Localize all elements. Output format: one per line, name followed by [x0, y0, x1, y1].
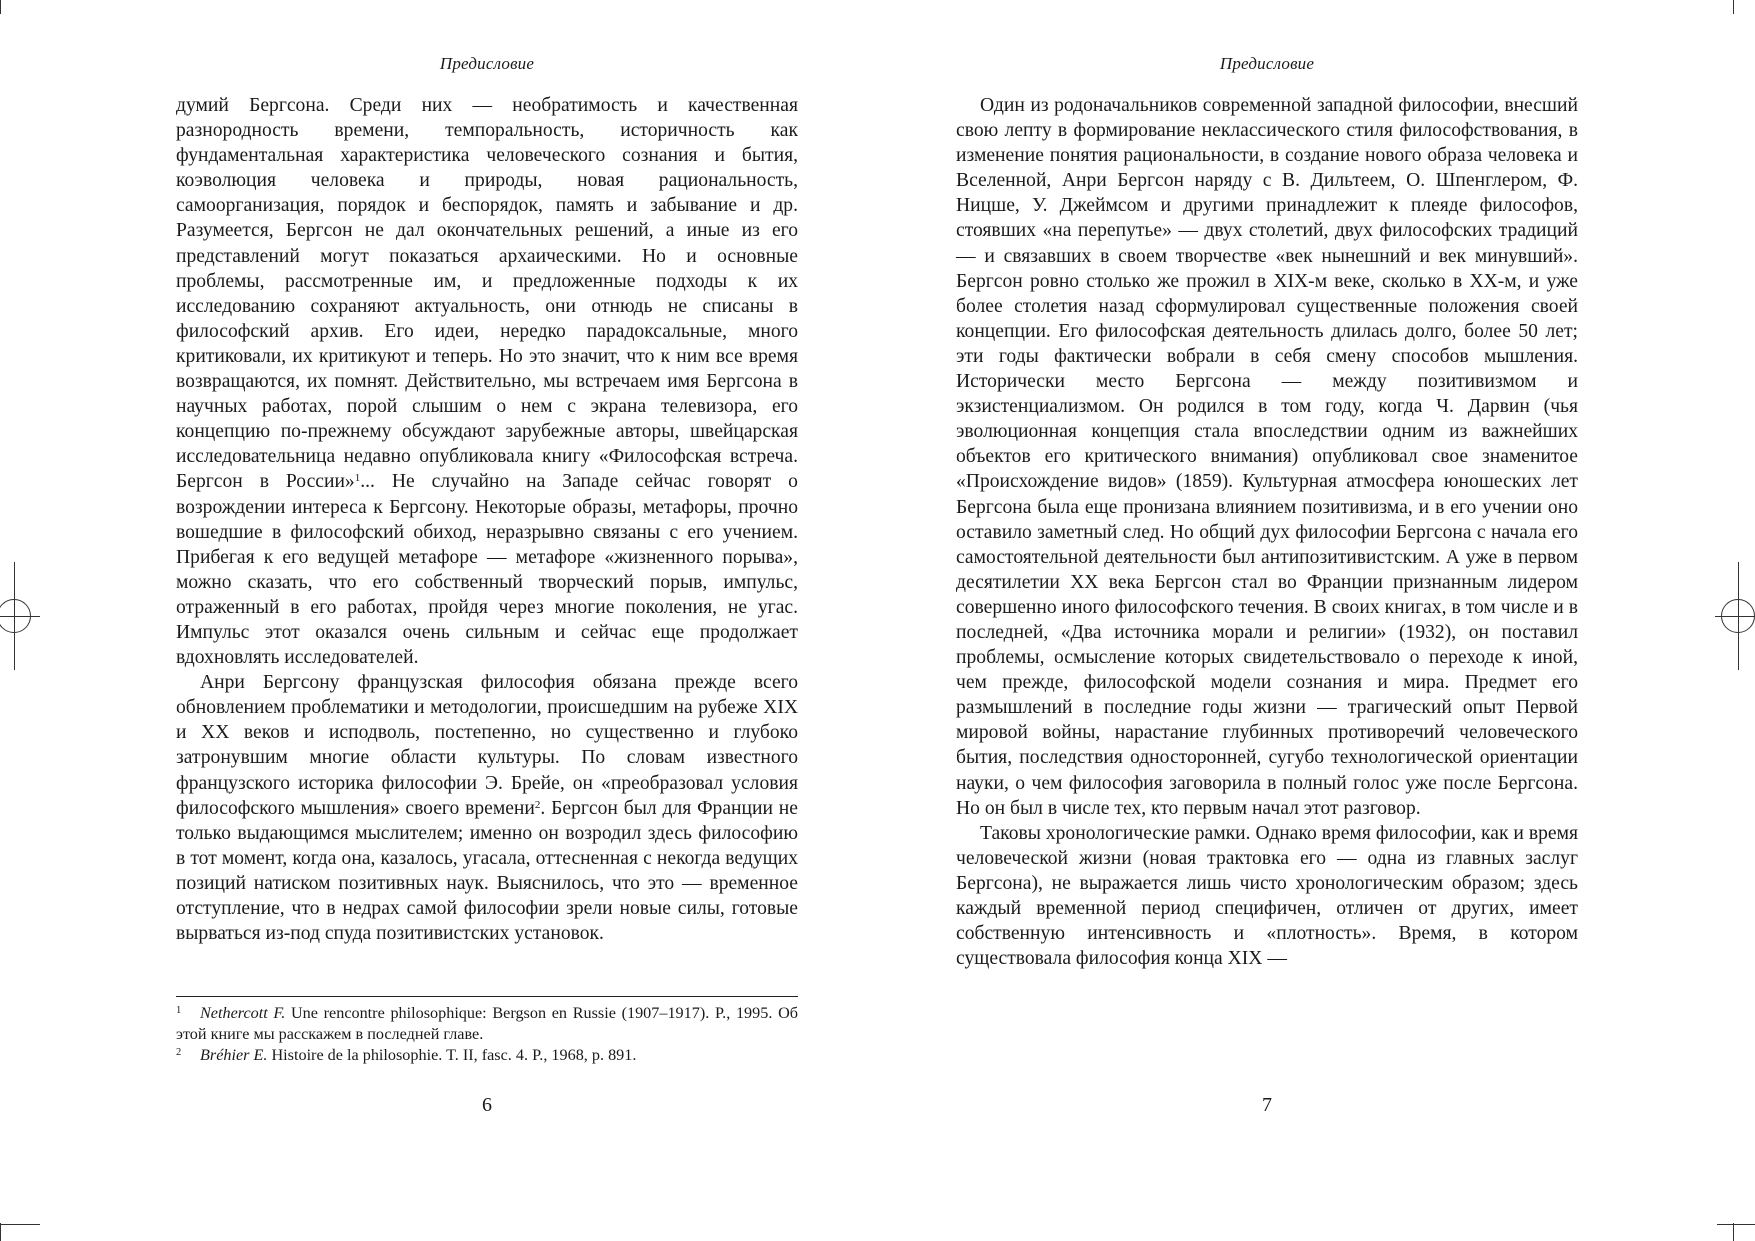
crop-mark-bottom-left-h [0, 1224, 40, 1225]
footnote-ref[interactable]: 2 [534, 798, 541, 811]
crop-mark-top-left [0, 0, 1, 14]
crop-mark-top-right [1733, 0, 1734, 14]
footnote [176, 1003, 798, 1045]
left-page [176, 0, 798, 1241]
registration-mark-right-h [1715, 616, 1755, 617]
footnote-divider [176, 996, 798, 997]
crop-mark-bottom-left [0, 1223, 1, 1241]
body-text [176, 93, 798, 946]
running-head: Предисловие [1219, 54, 1315, 73]
footnote-text: Histoire de la philosophie. T. II, fasc. 4. P., 1968, p. 891. [267, 1046, 637, 1064]
crop-mark-bottom-right-h [1717, 1224, 1755, 1225]
footnotes [176, 1003, 798, 1066]
paragraph: Анри Бергсону французская философия обязана прежде всего обновлением проблематики и методологии, происшедшим на рубеже XIX и XX веков и исподволь, постепенно, но существенно и глубоко затронувшим многие области культуры. По словам известного французского историка философии Э. Брейе, он «преобразовал условия философского мышления» своего времени$^2$. Бергсон был для Франции не только выдающимся мыслителем; именно он возродил здесь философию в тот момент, когда она, казалось, угасала, оттесненная с некогда ведущих позиций натиском позитивных наук. Выяснилось, что это — временное отступление, что в недрах самой философии зрели новые силы, готовые вырваться из-под спуда позитивистских установок. [176, 672, 798, 945]
page-number: 6 [482, 1094, 492, 1116]
paragraph: Таковы хронологические рамки. Однако время философии, как и время человеческой жизни (новая трактовка его — одна из главных заслуг Бергсона), не выражается лишь чисто хронологическим образом; здесь каждый временной период специфичен, отличен от других, имеет собственную интенсивность и «плотность». Время, в котором существовала философия конца XIX — [956, 822, 1578, 970]
paragraph: думий Бергсона. Среди них — необратимость и качественная разнородность времени, темпоральность, историчность как фундаментальная характеристика человеческого сознания и бытия, коэволюция человека и природы, новая рациональность, самоорганизация, порядок и беспорядок, память и забывание и др. Разумеется, Бергсон не дал окончательных решений, а иные из его представлений могут показаться архаическими. Но и основные проблемы, рассмотренные им, и предложенные подходы к их исследованию сохраняют актуальность, они отнюдь не списаны в философский архив. Его идеи, нередко парадоксальные, много критиковали, их критикуют и теперь. Но это значит, что к ним все время возвращаются, их помнят. Действительно, мы встречаем имя Бергсона в научных работах, порой слышим о нем с экрана телевизора, его концепцию по-прежнему обсуждают зарубежные авторы, швейцарская исследовательница недавно опубликовала книгу «Философская встреча. Бергсон в России»$^1$... Не случайно на Западе сейчас говорят о возрождении интереса к Бергсону. Некоторые образы, метафоры, прочно вошедшие в философский обиход, неразрывно связаны с его учением. Прибегая к его ведущей метафоре — метафоре «жизненного порыва», можно сказать, что его собственный творческий порыв, импульс, отраженный в его работах, пройдя через многие поколения, не угас. Импульс этот оказался очень сильным и сейчас еще продолжает вдохновлять исследователей. [176, 95, 798, 669]
footnote-author: Nethercott F. [200, 1004, 286, 1022]
page-number: 7 [1262, 1094, 1272, 1116]
footnote-author: Bréhier E. [200, 1046, 268, 1064]
right-page [956, 0, 1578, 1241]
footnote-mark: 2 [176, 1047, 182, 1058]
registration-mark-left-h [0, 616, 40, 617]
footnote-text: Une rencontre philosophique: Bergson en Russie (1907–1917). P., 1995. Об этой книге мы расскажем в последней главе. [176, 1004, 798, 1043]
running-head: Предисловие [439, 54, 535, 73]
footnote [176, 1045, 798, 1066]
body-text [956, 93, 1578, 971]
footnote-ref[interactable]: 1 [354, 472, 361, 485]
footnote-mark: 1 [176, 1005, 182, 1016]
crop-mark-bottom-right [1733, 1223, 1734, 1241]
paragraph: Один из родоначальников современной западной философии, внесший свою лепту в формирование неклассического стиля философствования, в изменение понятия рациональности, в создание нового образа человека и Вселенной, Анри Бергсон наряду с В. Дильтеем, О. Шпенглером, Ф. Ницше, У. Джеймсом и другими принадлежит к плеяде философов, стоявших «на перепутье» — двух столетий, двух философских традиций — и связавших в своем творчестве «век нынешний и век минувший». Бергсон ровно столько же прожил в XIX-м веке, сколько в XX-м, и уже более столетия назад сформулировал существенные положения своей концепции. Его философская деятельность длилась долго, более 50 лет; эти годы фактически вобрали в себя смену способов мышления. Исторически место Бергсона — между позитивизмом и экзистенциализмом. Он родился в том году, когда Ч. Дарвин (чья эволюционная концепция стала впоследствии одним из важнейших объектов его критического внимания) опубликовал свое знаменитое «Происхождение видов» (1859). Культурная атмосфера юношеских лет Бергсона была еще пронизана влиянием позитивизма, и в его учении оно оставило заметный след. Но общий дух философии Бергсона с начала его самостоятельной деятельности был антипозитивистским. А уже в первом десятилетии XX века Бергсон стал во Франции признанным лидером совершенно иного философского течения. В своих книгах, в том числе и в последней, «Два источника морали и религии» (1932), он поставил проблемы, осмысление которых свидетельствовало о переходе к иной, чем прежде, философской модели сознания и мира. Предмет его размышлений в последние годы жизни — трагический опыт Первой мировой войны, нарастание глубинных противоречий человеческого бытия, последствия односторонней, сугубо технологической ориентации науки, о чем философия заговорила в полный голос уже после Бергсона. Но он был в числе тех, кто первым начал этот разговор. [956, 95, 1578, 819]
